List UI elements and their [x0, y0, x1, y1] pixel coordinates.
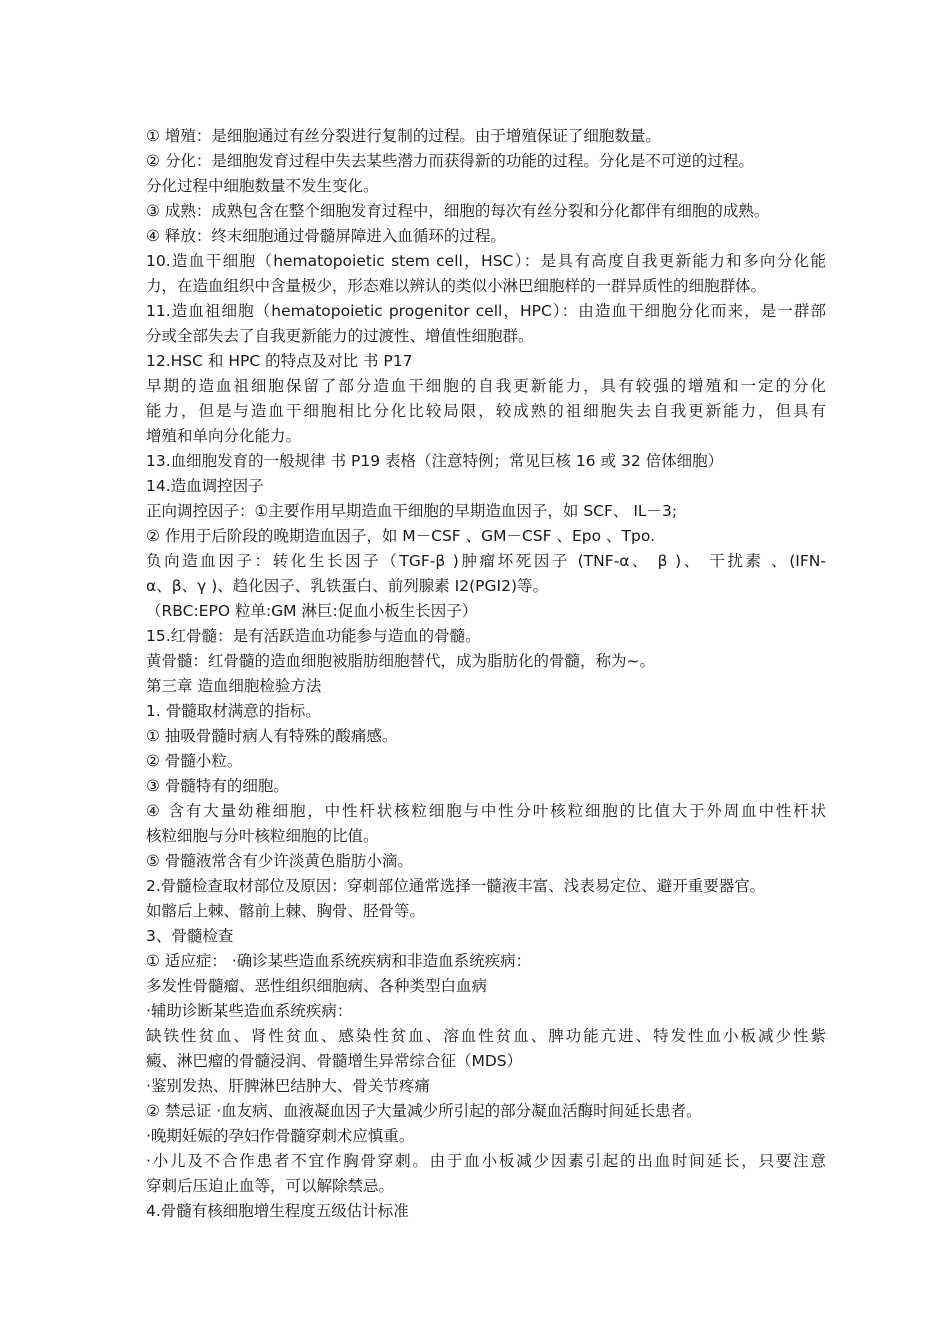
text-line: 14.造血调控因子 [146, 477, 264, 495]
text-line: ① 抽吸骨髓时病人有特殊的酸痛感。 [146, 727, 398, 745]
text-line: ·晚期妊娠的孕妇作骨髓穿刺术应慎重。 [146, 1127, 415, 1145]
text-line: 穿刺后压迫止血等，可以解除禁忌。 [146, 1177, 395, 1195]
text-line: 癜、淋巴瘤的骨髓浸润、骨髓增生异常综合征（MDS） [146, 1052, 523, 1070]
text-line: 分或全部失去了自我更新能力的过渡性、增值性细胞群。 [146, 327, 534, 345]
text-line: ·小儿及不合作患者不宜作胸骨穿刺。由于血小板减少因素引起的出血时间延长，只要注意 [146, 1152, 826, 1170]
text-line: 12.HSC 和 HPC 的特点及对比 书 P17 [146, 352, 413, 370]
text-line: （RBC:EPO 粒单:GM 淋巨:促血小板生长因子） [146, 602, 478, 620]
text-line: 黄骨髓：红骨髓的造血细胞被脂肪细胞替代，成为脂肪化的骨髓，称为~。 [146, 652, 655, 670]
text-line: 核粒细胞与分叶核粒细胞的比值。 [146, 827, 379, 845]
text-line: 缺铁性贫血、肾性贫血、感染性贫血、溶血性贫血、脾功能亢进、特发性血小板减少性紫 [146, 1027, 826, 1045]
text-line: ④ 释放：终末细胞通过骨髓屏障进入血循环的过程。 [146, 227, 506, 245]
text-line: 15.红骨髓：是有活跃造血功能参与造血的骨髓。 [146, 627, 481, 645]
text-line: ③ 成熟：成熟包含在整个细胞发育过程中，细胞的每次有丝分裂和分化都伴有细胞的成熟。 [146, 202, 770, 220]
text-line: 2.骨髓检查取材部位及原因：穿刺部位通常选择一髓液丰富、浅表易定位、避开重要器官。 [146, 877, 766, 895]
text-line: 10.造血干细胞（hematopoietic stem cell，HSC）：是具有高度自我更新能力和多向分化能 [146, 252, 826, 270]
text-line: α、β、γ )、趋化因子、乳铁蛋白、前列腺素 I2(PGI2)等。 [146, 577, 549, 595]
text-line: ③ 骨髓特有的细胞。 [146, 777, 289, 795]
text-line: 第三章 造血细胞检验方法 [146, 677, 322, 695]
text-line: ·辅助诊断某些造血系统疾病： [146, 1002, 353, 1020]
text-line: 11.造血祖细胞（hematopoietic progenitor cell，HPC）：由造血干细胞分化而来，是一群部 [146, 302, 826, 320]
text-line: ·鉴别发热、肝脾淋巴结肿大、骨关节疼痛 [146, 1077, 430, 1095]
text-line: ④ 含有大量幼稚细胞，中性杆状核粒细胞与中性分叶核粒细胞的比值大于外周血中性杆状 [146, 802, 826, 820]
text-line: 1. 骨髓取材满意的指标。 [146, 702, 321, 720]
text-line: 增殖和单向分化能力。 [146, 427, 302, 445]
text-line: 多发性骨髓瘤、恶性组织细胞病、各种类型白血病 [146, 977, 488, 995]
text-line: 正向调控因子：①主要作用早期造血干细胞的早期造血因子，如 SCF、 IL－3; [146, 502, 678, 520]
text-line: 早期的造血祖细胞保留了部分造血干细胞的自我更新能力，具有较强的增殖和一定的分化 [146, 377, 826, 395]
text-line: 如髂后上棘、髂前上棘、胸骨、胫骨等。 [146, 902, 426, 920]
text-line: 4.骨髓有核细胞增生程度五级估计标准 [146, 1202, 409, 1220]
text-line: ⑤ 骨髓液常含有少许淡黄色脂肪小滴。 [146, 852, 413, 870]
text-line: 3、骨髓检查 [146, 927, 234, 945]
text-line: 13.血细胞发育的一般规律 书 P19 表格（注意特例；常见巨核 16 或 32 倍体细胞） [146, 452, 724, 470]
text-line: ② 禁忌证 ·血友病、血液凝血因子大量减少所引起的部分凝血活酶时间延长患者。 [146, 1102, 702, 1120]
text-line: ② 分化：是细胞发育过程中失去某些潜力而获得新的功能的过程。分化是不可逆的过程。 [146, 152, 754, 170]
text-line: ① 适应症： ·确诊某些造血系统疾病和非造血系统疾病： [146, 952, 532, 970]
text-line: 负向造血因子：转化生长因子（TGF-β )肿瘤坏死因子 (TNF-α、 β )、 干扰素 、(IFN- [146, 552, 826, 570]
text-line: 能力，但是与造血干细胞相比分化比较局限，较成熟的祖细胞失去自我更新能力，但具有 [146, 402, 826, 420]
text-line: ① 增殖：是细胞通过有丝分裂进行复制的过程。由于增殖保证了细胞数量。 [146, 127, 661, 145]
text-line: ② 骨髓小粒。 [146, 752, 243, 770]
text-line: 分化过程中细胞数量不发生变化。 [146, 177, 379, 195]
text-line: 力，在造血组织中含量极少，形态难以辨认的类似小淋巴细胞样的一群异质性的细胞群体。 [146, 277, 767, 295]
document-body [146, 124, 826, 1224]
text-line: ② 作用于后阶段的晚期造血因子，如 M－CSF 、GM－CSF 、Epo 、Tpo. [146, 527, 656, 545]
